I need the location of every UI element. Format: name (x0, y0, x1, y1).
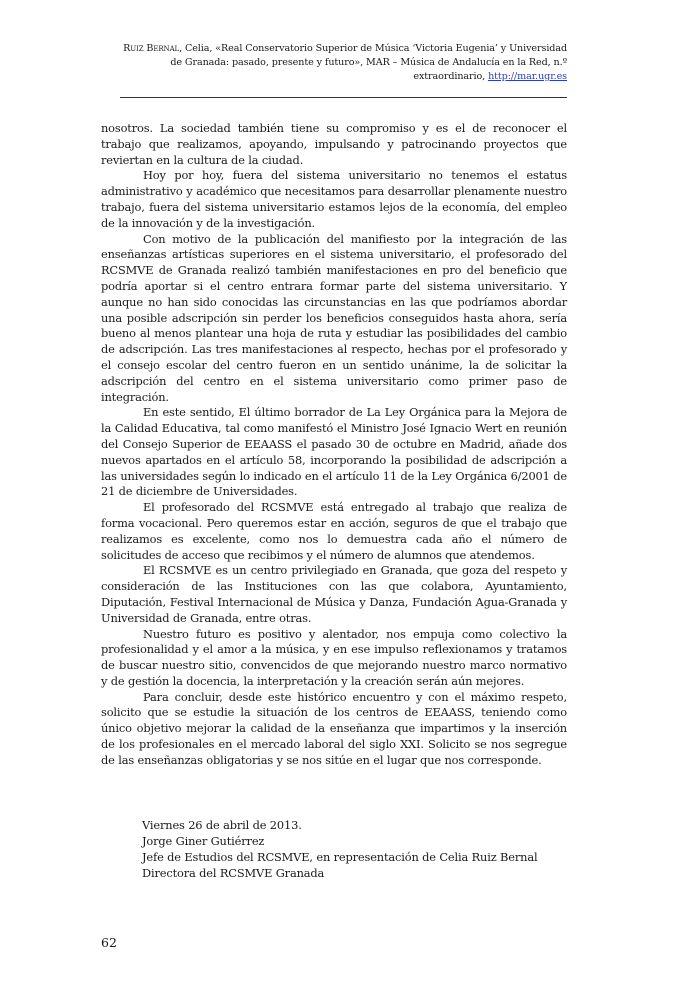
paragraph-7: Nuestro futuro es positivo y alentador, nos empuja como colectivo la profesionalidad y el amor a la música, y en ese impulso reflexionamos y tratamos de buscar nuestro sitio, convencidos de que mejorando nuestro marco normativo y de gestión la docencia, la interpretación y la creación serán aún mejores. (101, 626, 567, 688)
paragraph-3: Con motivo de la publicación del manifiesto por la integración de las enseñanzas artísticas superiores en el sistema universitario, el profesorado del RCSMVE de Granada realizó también manifestaciones en pro del beneficio que podría aportar si el centro entrara formar parte del sistema universitario. Y aunque no han sido conocidas las circunstancias en las que podríamos abordar una posible adscripción sin perder los beneficios conseguidos hasta ahora, sería bueno al menos plantear una hoja de ruta y estudiar las posibilidades del cambio de adscripción. Las tres manifestaciones al respecto, hechas por el profesorado y el consejo escolar del centro fueron en un sentido unánime, la de solicitar la adscripción del centro en el sistema universitario como primer paso de integración. (101, 231, 567, 404)
author-name: Ruiz Bernal (123, 43, 180, 54)
citation-line-3 (97, 70, 567, 84)
paragraph-5: El profesorado del RCSMVE está entregado al trabajo que realiza de forma vocacional. Pero queremos estar en acción, seguros de que el trabajo que realizamos es excelente, como nos lo demuestra cada año el número de solicitudes de acceso que recibimos y el número de alumnos que atendemos. (101, 500, 567, 562)
signature-name: Jorge Giner Gutiérrez (142, 834, 265, 848)
paragraph-4: En este sentido, El último borrador de La Ley Orgánica para la Mejora de la Calidad Educativa, tal como manifestó el Ministro José Ignacio Wert en reunión del Consejo Superior de EEAASS el pasado 30 de octubre en Madrid, añade dos nuevos apartados en el artículo 58, incorporando la posibilidad de adscripción a las universidades según lo indicado en el artículo 11 de la Ley Orgánica 6/2001 de 21 de diciembre de Universidades. (101, 405, 567, 499)
signature-role: Jefe de Estudios del RCSMVE, en representación de Celia Ruiz Bernal (142, 850, 538, 864)
journal-link[interactable]: http://mar.ugr.es (488, 71, 567, 82)
paragraph-6: El RCSMVE es un centro privilegiado en Granada, que goza del respeto y consideración de las Instituciones con las que colabora, Ayuntamiento, Diputación, Festival Internacional de Música y Danza, Fundación Agua-Granada y Universidad de Granada, entre otras. (101, 563, 567, 625)
running-header (97, 42, 567, 84)
signature-date: Viernes 26 de abril de 2013. (142, 818, 302, 832)
citation-text-1: , Celia, «Real Conservatorio Superior de Música ‘Victoria Eugenia’ y Universidad (179, 43, 567, 54)
citation-line-2: de Granada: pasado, presente y futuro», MAR – Música de Andalucía en la Red, n.º (170, 57, 567, 68)
citation-line-1 (97, 42, 567, 56)
header-rule (120, 97, 567, 98)
page-number: 62 (101, 935, 117, 950)
signature-block (142, 817, 582, 881)
paragraph-8: Para concluir, desde este histórico encuentro y con el máximo respeto, solicito que se estudie la situación de los centros de EEAASS, teniendo como único objetivo mejorar la calidad de la enseñanza que impartimos y la inserción de los profesionales en el mercado laboral del siglo XXI. Solicito se nos segregue de las enseñanzas obligatorias y se nos sitúe en el lugar que nos corresponde. (101, 689, 567, 767)
signature-title: Directora del RCSMVE Granada (142, 866, 325, 880)
body-text (101, 121, 567, 769)
citation-text-3: extraordinario, (413, 71, 489, 82)
paragraph-2: Hoy por hoy, fuera del sistema universitario no tenemos el estatus administrativo y académico que necesitamos para desarrollar plenamente nuestro trabajo, fuera del sistema universitario estamos lejos de la economía, del empleo de la innovación y de la investigación. (101, 168, 567, 230)
paragraph-1: nosotros. La sociedad también tiene su compromiso y es el de reconocer el trabajo que realizamos, apoyando, impulsando y patrocinando proyectos que reviertan en la cultura de la ciudad. (101, 121, 567, 167)
